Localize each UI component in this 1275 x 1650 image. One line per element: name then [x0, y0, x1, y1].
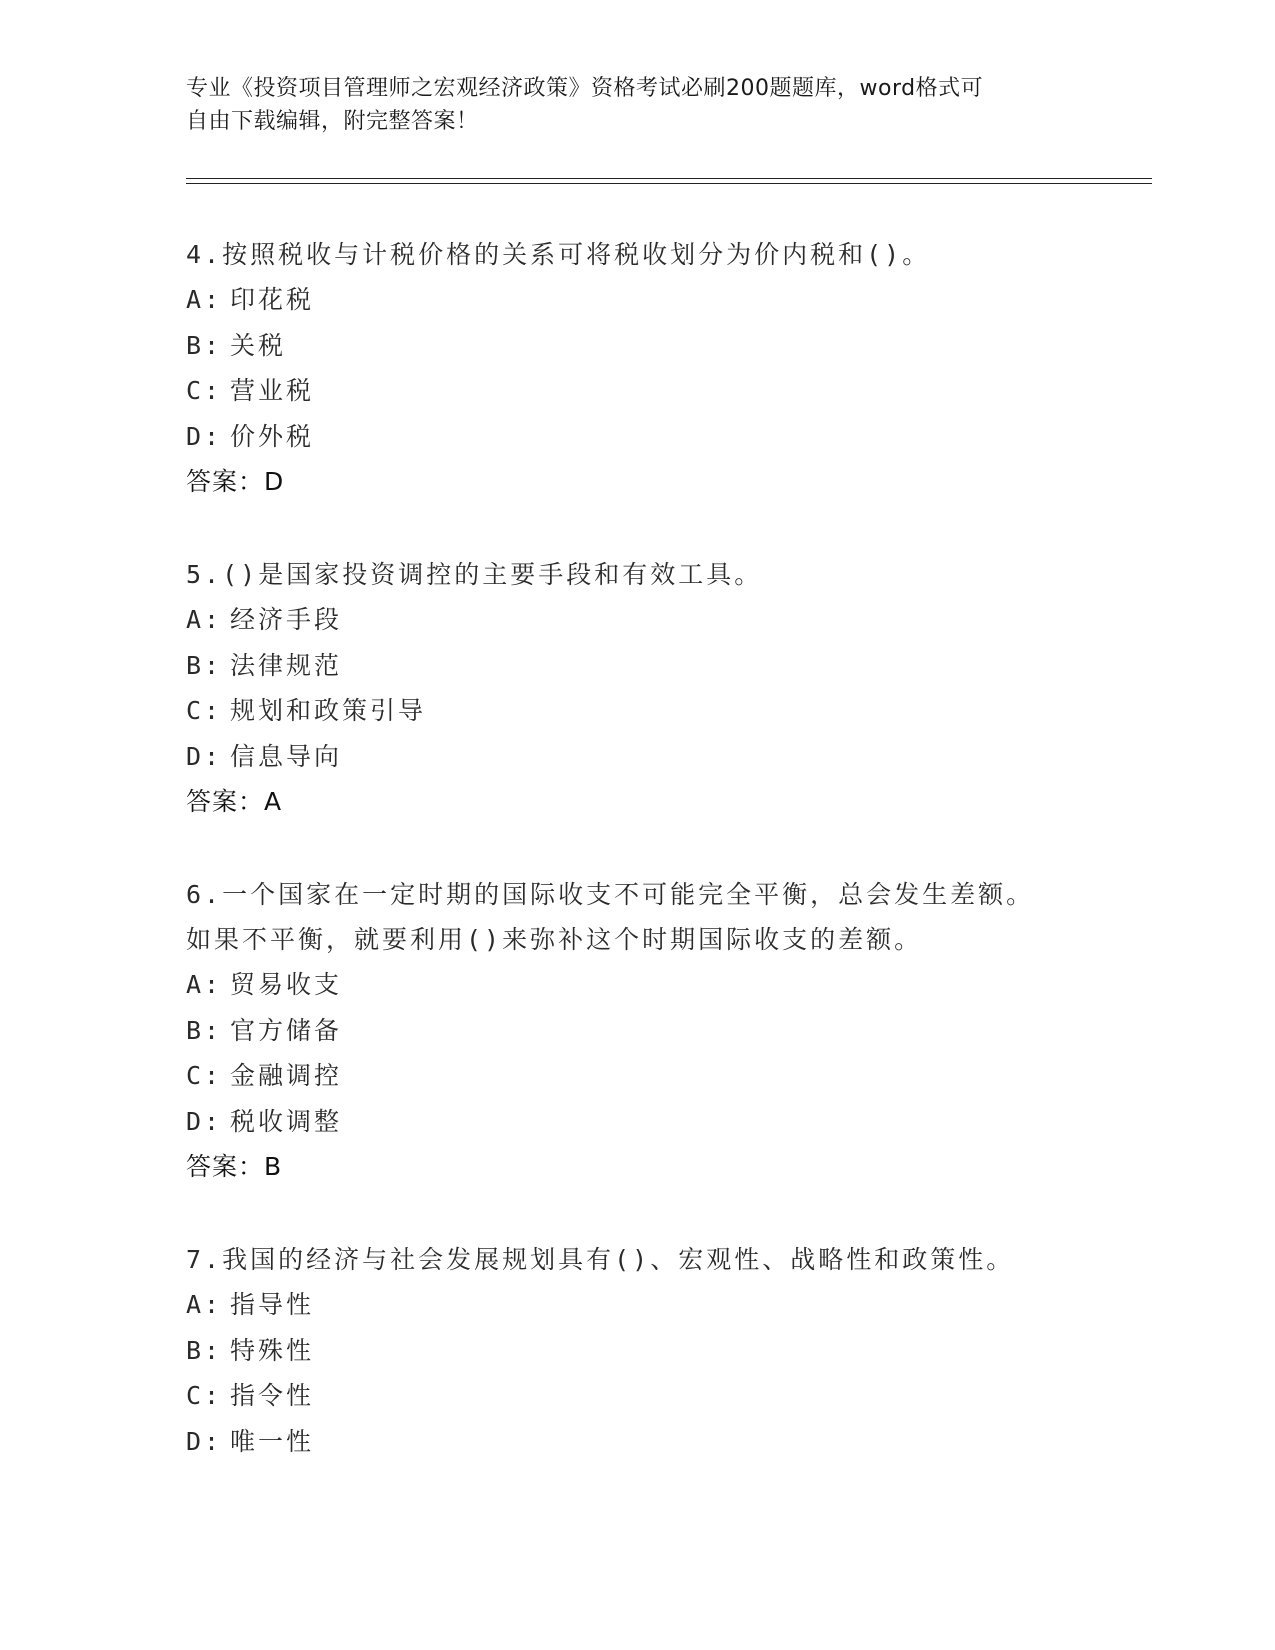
- option-c: [186, 368, 1086, 414]
- option-d: [186, 414, 1086, 460]
- option-letter: D:: [186, 741, 223, 771]
- option-letter: A:: [186, 970, 223, 999]
- option-letter: C:: [186, 1061, 223, 1090]
- question-5: [186, 552, 1086, 824]
- option-letter: D:: [186, 421, 223, 451]
- option-c: [186, 688, 1086, 734]
- option-text: 指导性: [230, 1290, 315, 1319]
- option-letter: A:: [186, 285, 223, 314]
- option-b: [186, 323, 1086, 369]
- question-stem: 4.按照税收与计税价格的关系可将税收划分为价内税和()。: [186, 240, 931, 269]
- option-text: 法律规范: [230, 650, 343, 680]
- question-6: [186, 872, 1086, 1189]
- option-letter: C:: [186, 1381, 223, 1410]
- option-d: [186, 734, 1086, 780]
- question-stem-line-2: 如果不平衡，就要利用()来弥补这个时期国际收支的差额。: [186, 925, 923, 954]
- question-stem: 7.我国的经济与社会发展规划具有()、宏观性、战略性和政策性。: [186, 1245, 1015, 1274]
- option-text: 信息导向: [230, 741, 343, 771]
- answer-line: 答案：A: [186, 787, 283, 816]
- option-c: [186, 1373, 1086, 1419]
- option-a: [186, 1282, 1086, 1328]
- option-letter: C:: [186, 376, 223, 405]
- option-text: 唯一性: [230, 1426, 315, 1456]
- option-text: 价外税: [230, 421, 315, 451]
- option-text: 印花税: [230, 285, 315, 314]
- option-b: [186, 1328, 1086, 1374]
- option-a: [186, 962, 1086, 1008]
- option-a: [186, 597, 1086, 643]
- question-4: [186, 232, 1086, 504]
- option-text: 特殊性: [230, 1335, 315, 1365]
- option-letter: D:: [186, 1106, 223, 1136]
- option-letter: D:: [186, 1426, 223, 1456]
- option-text: 金融调控: [230, 1061, 343, 1090]
- option-text: 税收调整: [230, 1106, 343, 1136]
- option-letter: B:: [186, 330, 223, 360]
- option-letter: C:: [186, 696, 223, 725]
- header-line-1: 专业《投资项目管理师之宏观经济政策》资格考试必刷200题题库，word格式可: [186, 76, 984, 101]
- question-stem-line-1: 6.一个国家在一定时期的国际收支不可能完全平衡，总会发生差额。: [186, 880, 1035, 909]
- option-text: 经济手段: [230, 605, 343, 634]
- option-b: [186, 643, 1086, 689]
- header-divider-bottom: [186, 183, 1152, 184]
- option-b: [186, 1008, 1086, 1054]
- answer-line: 答案：B: [186, 1152, 283, 1181]
- option-text: 关税: [230, 330, 287, 360]
- option-d: [186, 1099, 1086, 1145]
- question-stem: 5.()是国家投资调控的主要手段和有效工具。: [186, 560, 763, 589]
- option-d: [186, 1419, 1086, 1465]
- option-text: 指令性: [230, 1381, 315, 1410]
- option-text: 官方储备: [230, 1015, 343, 1045]
- option-text: 贸易收支: [230, 970, 343, 999]
- option-c: [186, 1053, 1086, 1099]
- header-line-2: 自由下载编辑，附完整答案！: [186, 109, 479, 134]
- document-header: [186, 72, 1066, 138]
- option-letter: A:: [186, 605, 223, 634]
- option-letter: B:: [186, 650, 223, 680]
- option-a: [186, 277, 1086, 323]
- option-letter: B:: [186, 1335, 223, 1365]
- header-divider-top: [186, 178, 1152, 179]
- answer-line: 答案：D: [186, 467, 285, 496]
- option-text: 营业税: [230, 376, 315, 405]
- question-7: [186, 1237, 1086, 1464]
- option-letter: B:: [186, 1015, 223, 1045]
- option-text: 规划和政策引导: [230, 696, 427, 725]
- option-letter: A:: [186, 1290, 223, 1319]
